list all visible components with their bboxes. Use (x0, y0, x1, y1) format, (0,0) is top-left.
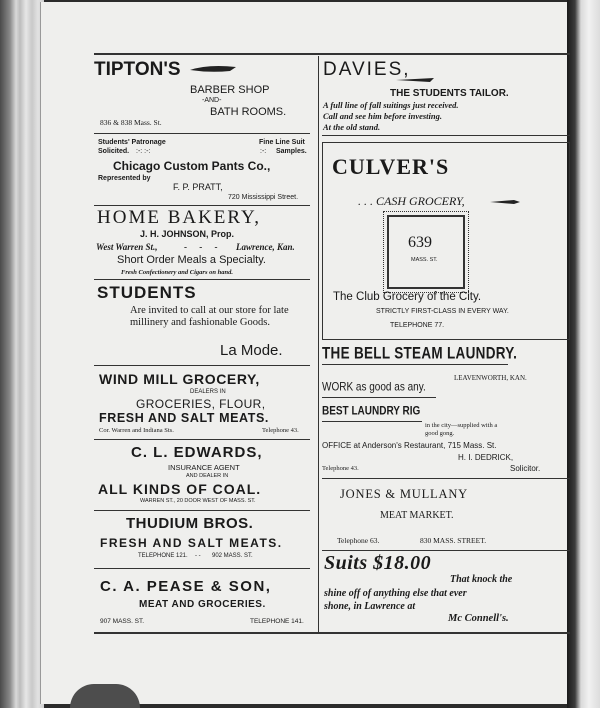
pants-name: Chicago Custom Pants Co., (113, 159, 271, 173)
culvers-number: 639 (408, 234, 432, 251)
thudium-dashes: - - (195, 553, 201, 559)
suits-line2: shine off of anything else that ever (324, 588, 467, 599)
windmill-phone: Telephone 43. (262, 427, 299, 434)
pants-rep-name: F. P. PRATT, (173, 182, 223, 192)
thudium-phone: TELEPHONE 121. (138, 553, 188, 559)
razor-icon (190, 64, 238, 74)
davies-line1: A full line of fall suitings just received. (323, 100, 459, 110)
pease-name: C. A. PEASE & SON, (100, 578, 272, 595)
bell-best: BEST LAUNDRY RIG (322, 405, 421, 419)
pants-right-sub: Samples. (276, 148, 307, 155)
suits-line1: That knock the (450, 574, 513, 585)
edwards-address: WARREN ST., 20 DOOR WEST OF MASS. ST. (140, 498, 256, 504)
bell-work: WORK as good as any. (322, 381, 426, 395)
edwards-agent: INSURANCE AGENT (168, 463, 240, 472)
suits-line3: shone, in Lawrence at (324, 601, 416, 612)
culvers-club: The Club Grocery of the City. (333, 291, 482, 303)
pants-left-sub: Solicited. (98, 148, 130, 155)
culvers-ornament-frame (387, 215, 465, 289)
edwards-coal: ALL KINDS OF COAL. (98, 481, 262, 497)
bakery-location-left: West Warren St., (96, 242, 158, 252)
pants-rule (94, 205, 310, 206)
bell-phone: Telephone 43. (322, 465, 359, 472)
bell-work-underline (322, 397, 436, 398)
pants-left-top: Students' Patronage (98, 139, 166, 146)
bakery-location-right: Lawrence, Kan. (236, 242, 295, 252)
tiptons-rule (94, 133, 310, 134)
culvers-street: MASS. ST. (411, 257, 438, 263)
suits-store: Mc Connell's. (448, 613, 509, 624)
bakery-rule (94, 279, 310, 280)
thudium-address: 902 MASS. ST. (212, 553, 253, 559)
davies-line2: Call and see him before investing. (323, 111, 442, 121)
lamode-name: La Mode. (220, 342, 283, 359)
davies-line3: At the old stand. (323, 122, 381, 132)
bakery-meals: Short Order Meals a Specialty. (117, 254, 266, 266)
bakery-fresh: Fresh Confectionery and Cigars on hand. (121, 269, 233, 276)
top-rule (94, 53, 570, 55)
jones-phone: Telephone 63. (337, 536, 380, 545)
thudium-line: FRESH AND SALT MEATS. (100, 536, 283, 550)
windmill-line1: GROCERIES, FLOUR, (136, 397, 266, 411)
culvers-phone: TELEPHONE 77. (390, 322, 445, 329)
pants-ornament-left: :-: :-: (136, 148, 151, 155)
davies-name: DAVIES, (323, 59, 411, 80)
bell-rule (322, 478, 570, 479)
jones-name: JONES & MULLANY (340, 487, 468, 501)
culvers-tagline: . . . CASH GROCERY, (358, 194, 465, 208)
bottom-rule (94, 632, 570, 634)
edwards-rule (94, 510, 310, 511)
jones-line: MEAT MARKET. (380, 510, 454, 521)
bell-city: LEAVENWORTH, KAN. (454, 374, 527, 382)
tiptons-line2: -AND- (202, 97, 222, 104)
lamode-heading: STUDENTS (97, 283, 197, 302)
scanner-thumb (70, 684, 140, 708)
thudium-name: THUDIUM BROS. (126, 515, 254, 532)
suits-heading: Suits $18.00 (324, 552, 432, 574)
davies-rule (322, 135, 570, 136)
pants-address: 720 Mississippi Street. (228, 194, 299, 201)
windmill-rule (94, 439, 310, 440)
tiptons-name: TIPTON'S (94, 59, 181, 80)
bell-best-underline (322, 421, 422, 422)
davies-tagline: THE STUDENTS TAILOR. (390, 88, 509, 99)
bell-city-text-2: good gong. (425, 430, 455, 437)
pants-right-top: Fine Line Suit (259, 139, 305, 146)
windmill-name: WIND MILL GROCERY, (99, 371, 260, 387)
culvers-strict: STRICTLY FIRST-CLASS IN EVERY WAY. (376, 308, 509, 315)
pease-address: 907 MASS. ST. (100, 618, 145, 625)
edwards-dealer: AND DEALER IN (186, 473, 229, 479)
tiptons-line3: BATH ROOMS. (210, 106, 287, 118)
bakery-dashes: - - - (184, 242, 218, 252)
pease-line: MEAT AND GROCERIES. (139, 599, 266, 610)
bell-office: OFFICE at Anderson's Restaurant, 715 Mass. St. (322, 441, 497, 450)
page (40, 2, 567, 704)
pease-phone: TELEPHONE 141. (250, 618, 304, 625)
book-right-edge (567, 0, 600, 708)
tiptons-line1: BARBER SHOP (190, 84, 270, 96)
column-divider (318, 56, 319, 632)
book-binding (0, 0, 44, 708)
pants-ornament-right: :-: (260, 148, 267, 155)
bakery-prop: J. H. JOHNSON, Prop. (140, 229, 235, 239)
lamode-rule (94, 365, 310, 366)
jones-rule (322, 550, 570, 551)
windmill-address: Cor. Warren and Indiana Sts. (99, 427, 174, 434)
bell-manager: H. I. DEDRICK, (458, 453, 514, 462)
bakery-name: HOME BAKERY, (97, 207, 262, 228)
bell-city-text-1: in the city—supplied with a (425, 422, 498, 429)
windmill-dealers: DEALERS IN (190, 389, 226, 395)
bell-name: THE BELL STEAM LAUNDRY. (322, 344, 518, 362)
flourish-arrow-icon (490, 198, 520, 206)
lamode-body: Are invited to call at our store for late millinery and fashionable Goods. (130, 305, 289, 328)
jones-address: 830 MASS. STREET. (420, 536, 487, 545)
pants-rep-label: Represented by (98, 175, 151, 182)
culvers-name: CULVER'S (332, 154, 450, 179)
windmill-line2: FRESH AND SALT MEATS. (99, 411, 270, 425)
edwards-name: C. L. EDWARDS, (131, 444, 263, 461)
tiptons-address: 836 & 838 Mass. St. (100, 118, 162, 127)
thudium-rule (94, 568, 310, 569)
bell-name-underline (322, 364, 508, 365)
bell-solicitor: Solicitor. (510, 464, 541, 473)
scissors-flourish-icon (396, 77, 436, 83)
